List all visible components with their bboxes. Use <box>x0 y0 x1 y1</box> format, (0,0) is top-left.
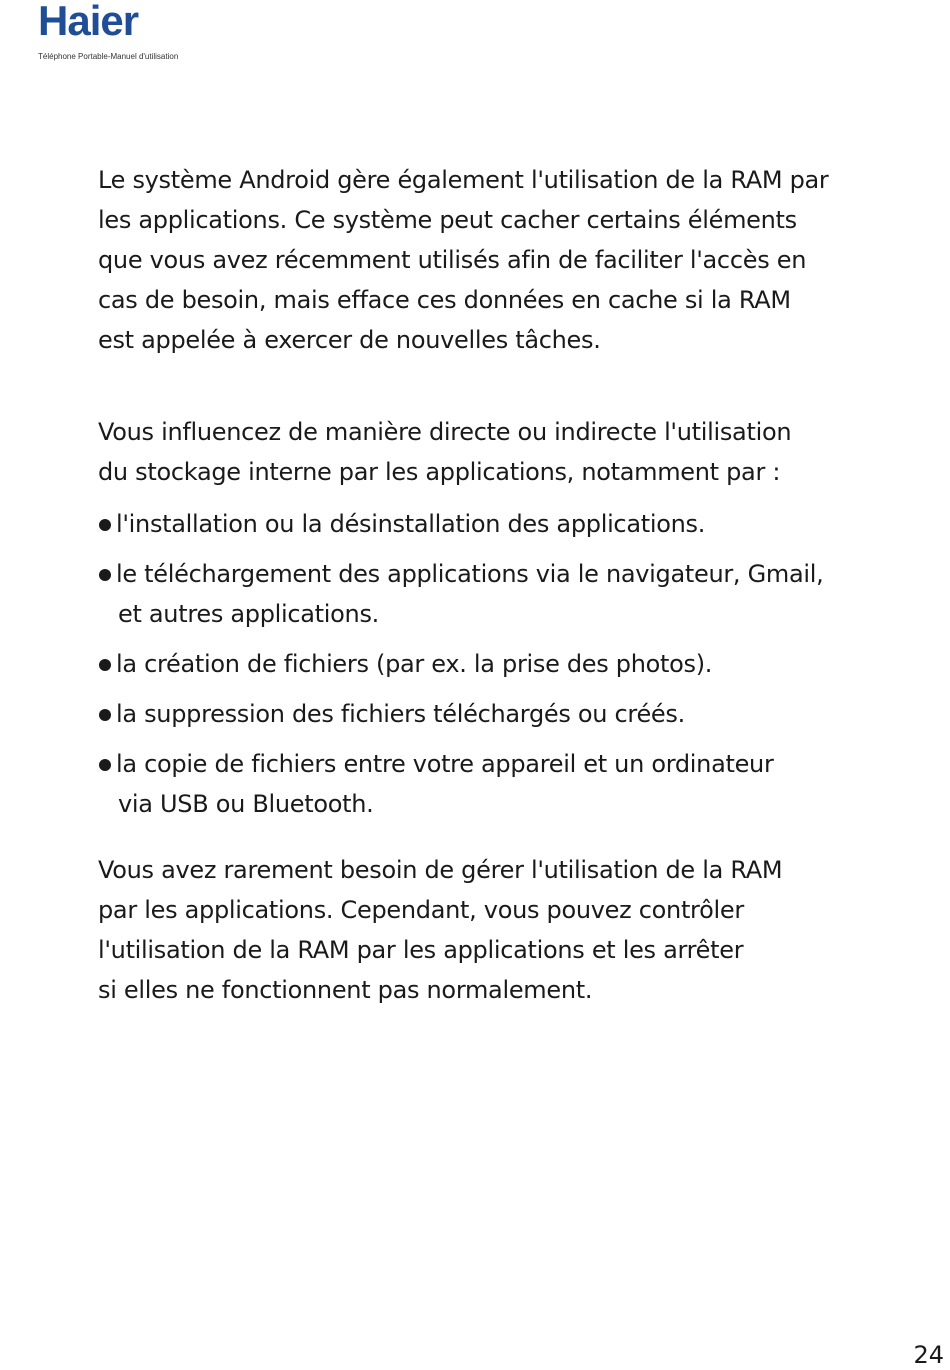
text-line: cas de besoin, mais efface ces données en cache si la RAM <box>98 286 791 314</box>
text-line: Le système Android gère également l'utilisation de la RAM par <box>98 166 829 194</box>
text-line: la suppression des fichiers téléchargés ou créés. <box>116 700 685 728</box>
bullet-item <box>98 504 823 544</box>
brand-logo: Haier <box>38 0 139 44</box>
bullet-item <box>98 554 823 634</box>
text-line: la création de fichiers (par ex. la prise des photos). <box>116 650 713 678</box>
text-line: la copie de fichiers entre votre appareil et un ordinateur <box>116 750 774 778</box>
bullet-item <box>98 644 823 684</box>
text-line: Vous influencez de manière directe ou indirecte l'utilisation <box>98 418 792 446</box>
document-subtitle: Téléphone Portable-Manuel d'utilisation <box>38 52 179 61</box>
text-line: les applications. Ce système peut cacher certains éléments <box>98 206 797 234</box>
text-line: que vous avez récemment utilisés afin de faciliter l'accès en <box>98 246 807 274</box>
text-line: si elles ne fonctionnent pas normalement. <box>98 976 593 1004</box>
paragraph-ram-control <box>98 850 782 1010</box>
text-line: l'utilisation de la RAM par les applications et les arrêter <box>98 936 744 964</box>
page-number: 24 <box>913 1341 944 1369</box>
text-line: Vous avez rarement besoin de gérer l'utilisation de la RAM <box>98 856 783 884</box>
text-line: le téléchargement des applications via le navigateur, Gmail, <box>116 560 824 588</box>
paragraph-storage-influence <box>98 412 791 492</box>
text-line: et autres applications. <box>118 600 379 628</box>
text-line: est appelée à exercer de nouvelles tâches. <box>98 326 601 354</box>
text-line: l'installation ou la désinstallation des applications. <box>116 510 706 538</box>
text-line: du stockage interne par les applications, notamment par : <box>98 458 781 486</box>
paragraph-ram-management <box>98 160 829 360</box>
bullet-item <box>98 694 823 734</box>
text-line: par les applications. Cependant, vous pouvez contrôler <box>98 896 744 924</box>
bullet-list <box>98 504 823 834</box>
text-line: via USB ou Bluetooth. <box>118 790 374 818</box>
bullet-item <box>98 744 823 824</box>
